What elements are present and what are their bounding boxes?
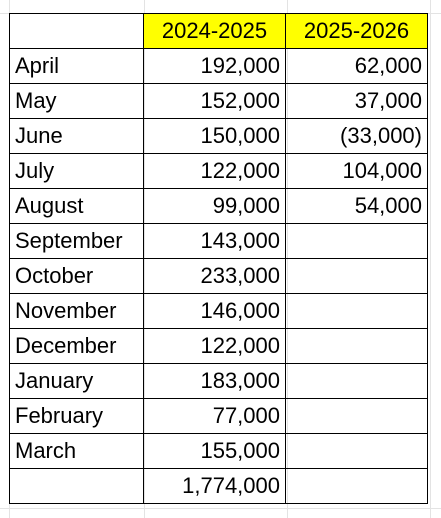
value-cell-2024-2025[interactable]: 146,000 (144, 294, 286, 329)
value-cell-2024-2025[interactable]: 150,000 (144, 119, 286, 154)
table-row (10, 294, 428, 329)
value-cell-2024-2025[interactable]: 155,000 (144, 434, 286, 469)
table-row (10, 49, 428, 84)
table-row (10, 364, 428, 399)
header-cell-2025-2026[interactable]: 2025-2026 (286, 14, 428, 49)
month-cell[interactable]: July (10, 154, 144, 189)
month-cell[interactable]: June (10, 119, 144, 154)
table-row (10, 84, 428, 119)
month-cell[interactable]: April (10, 49, 144, 84)
month-cell[interactable]: September (10, 224, 144, 259)
table-row (10, 434, 428, 469)
value-cell-2024-2025[interactable]: 183,000 (144, 364, 286, 399)
month-cell[interactable]: March (10, 434, 144, 469)
value-cell-2025-2026[interactable]: 37,000 (286, 84, 428, 119)
value-cell-2025-2026[interactable]: 104,000 (286, 154, 428, 189)
month-cell[interactable]: November (10, 294, 144, 329)
month-cell[interactable]: February (10, 399, 144, 434)
total-cell-2024-2025[interactable]: 1,774,000 (144, 469, 286, 504)
table-row (10, 259, 428, 294)
month-cell[interactable]: October (10, 259, 144, 294)
table-row (10, 399, 428, 434)
value-cell-2025-2026[interactable] (286, 434, 428, 469)
total-cell-2025-2026[interactable] (286, 469, 428, 504)
value-cell-2025-2026[interactable] (286, 294, 428, 329)
value-cell-2025-2026[interactable]: 62,000 (286, 49, 428, 84)
table-row (10, 119, 428, 154)
value-cell-2025-2026[interactable] (286, 364, 428, 399)
value-cell-2024-2025[interactable]: 152,000 (144, 84, 286, 119)
table-row (10, 224, 428, 259)
value-cell-2025-2026[interactable] (286, 259, 428, 294)
month-cell[interactable]: December (10, 329, 144, 364)
table-row (10, 189, 428, 224)
header-row (10, 14, 428, 49)
month-cell[interactable]: May (10, 84, 144, 119)
value-cell-2025-2026[interactable] (286, 224, 428, 259)
value-cell-2025-2026[interactable] (286, 399, 428, 434)
total-row (10, 469, 428, 504)
value-cell-2024-2025[interactable]: 77,000 (144, 399, 286, 434)
value-cell-2024-2025[interactable]: 122,000 (144, 154, 286, 189)
value-cell-2024-2025[interactable]: 143,000 (144, 224, 286, 259)
data-table (9, 13, 428, 504)
header-cell-month[interactable] (10, 14, 144, 49)
table-row (10, 329, 428, 364)
total-label-cell[interactable] (10, 469, 144, 504)
header-cell-2024-2025[interactable]: 2024-2025 (144, 14, 286, 49)
value-cell-2025-2026[interactable] (286, 329, 428, 364)
value-cell-2025-2026[interactable]: 54,000 (286, 189, 428, 224)
value-cell-2024-2025[interactable]: 233,000 (144, 259, 286, 294)
value-cell-2025-2026[interactable]: (33,000) (286, 119, 428, 154)
value-cell-2024-2025[interactable]: 192,000 (144, 49, 286, 84)
month-cell[interactable]: August (10, 189, 144, 224)
value-cell-2024-2025[interactable]: 122,000 (144, 329, 286, 364)
value-cell-2024-2025[interactable]: 99,000 (144, 189, 286, 224)
month-cell[interactable]: January (10, 364, 144, 399)
table-row (10, 154, 428, 189)
